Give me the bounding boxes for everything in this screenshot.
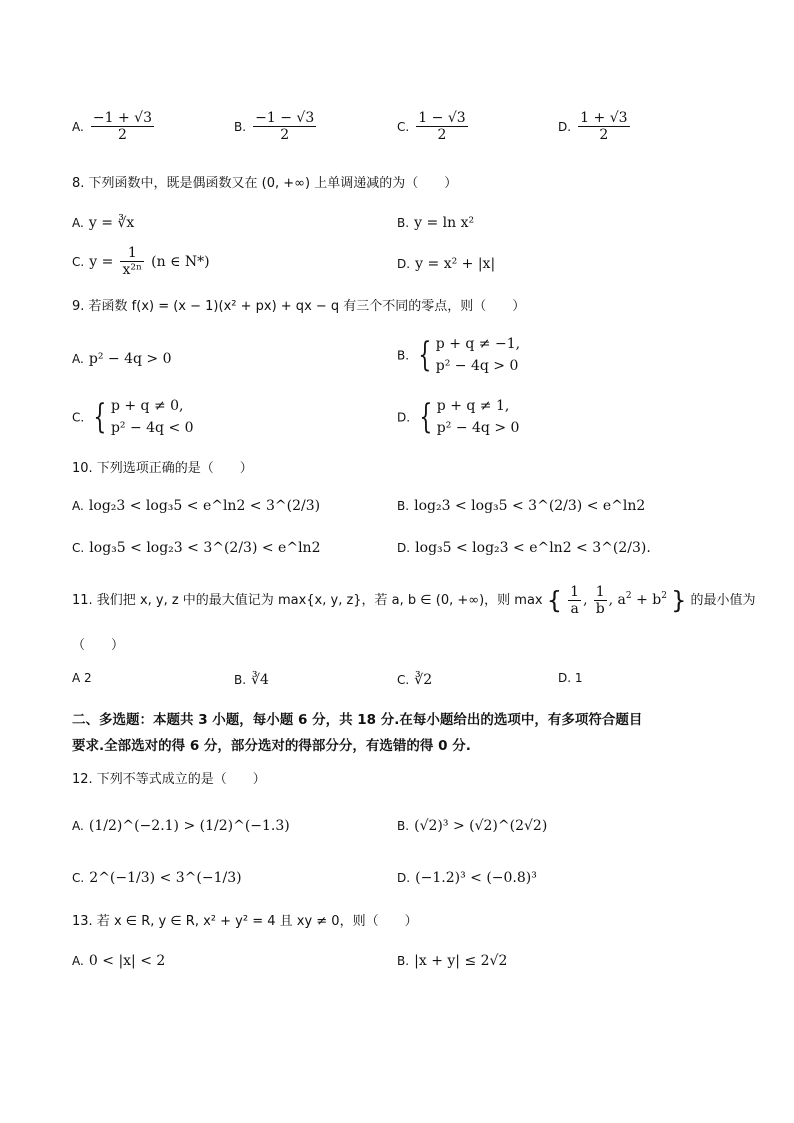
fraction: $\frac{-1 + √3}{2}$ [92, 110, 153, 143]
section-heading-line2: 要求.全部选对的得 6 分，部分选对的得部分分，有选错的得 0 分. [72, 738, 471, 754]
brace: { [93, 397, 107, 437]
q11-paren: （ ） [72, 638, 125, 653]
q8-option-b: B. y = ln x² [397, 215, 475, 231]
system: p + q ≠ 1, p² − 4q > 0 [436, 398, 520, 436]
q7-option-b [234, 110, 318, 143]
q8-option-a: A. y = ∛x [72, 215, 135, 231]
q13-stem: 13. 若 x ∈ R, y ∈ R, x² + y² = 4 且 xy ≠ 0，则（ ） [72, 914, 418, 929]
q10-option-c: C. log₃5 < log₂3 < 3^(2/3) < e^ln2 [72, 540, 321, 556]
option-label: B. [234, 120, 247, 134]
brace: { [419, 397, 433, 437]
q12-option-a: A. (1/2)^(−2.1) > (1/2)^(−1.3) [72, 818, 290, 834]
q11-option-b: B. ∛4 [234, 672, 269, 688]
fraction: $\frac{1}{\text{x²ⁿ}}$ [122, 245, 143, 278]
q10-option-a: A. log₂3 < log₃5 < e^ln2 < 3^(2/3) [72, 498, 321, 514]
brace-close: } [671, 586, 687, 615]
q7-option-a [72, 110, 156, 143]
q8-option-d: D. y = x² + |x| [397, 256, 496, 272]
fraction: $\frac{1 + √3}{2}$ [580, 110, 628, 143]
brace: { [418, 335, 432, 375]
q8-stem: 8. 下列函数中，既是偶函数又在 (0, +∞) 上单调递减的为（ ） [72, 176, 458, 191]
q12-option-c: C. 2^(−1/3) < 3^(−1/3) [72, 870, 242, 886]
q9-stem: 9. 若函数 f(x) = (x − 1)(x² + px) + qx − q 有三个不同的零点，则（ ） [72, 299, 526, 314]
q11-option-a: A 2 [72, 671, 92, 685]
q9-option-a: A. p² − 4q > 0 [72, 351, 172, 367]
option-label: C. [397, 120, 410, 134]
q10-stem: 10. 下列选项正确的是（ ） [72, 461, 253, 476]
q12-option-d: D. (−1.2)³ < (−0.8)³ [397, 870, 537, 886]
q13-option-b: B. |x + y| ≤ 2√2 [397, 953, 508, 969]
system: p + q ≠ −1, p² − 4q > 0 [435, 336, 521, 374]
q10-option-d: D. log₃5 < log₂3 < e^ln2 < 3^(2/3). [397, 540, 651, 556]
q7-option-c [397, 110, 470, 143]
option-label: D. [558, 120, 572, 134]
q9-option-b: B. { p + q ≠ −1, p² − 4q > 0 [397, 335, 521, 375]
q13-option-a: A. 0 < |x| < 2 [72, 953, 166, 969]
q10-option-b: B. log₂3 < log₃5 < 3^(2/3) < e^ln2 [397, 498, 646, 514]
fraction: $\frac{1}{a}$ [570, 584, 580, 617]
q11-stem: 11. 我们把 x, y, z 中的最大值记为 max{x, y, z}，若 a, b ∈ (0, +∞)，则 max { $\frac{1}{a}$ , $\frac{1}{b}$ , $a^2 + b^2$ } 的最小值为 [72, 584, 756, 617]
q7-option-d [558, 110, 632, 143]
section-heading-line1: 二、多选题：本题共 3 小题，每小题 6 分，共 18 分.在每小题给出的选项中，有多项符合题目 [72, 712, 643, 728]
q12-option-b: B. (√2)³ > (√2)^(2√2) [397, 818, 548, 834]
option-label: A. [72, 120, 84, 134]
fraction: $\frac{1 - √3}{2}$ [418, 110, 466, 143]
q8-option-c: C. y = $\frac{1}{\text{x²ⁿ}}$ (n ∈ N*) [72, 245, 210, 278]
system: p + q ≠ 0, p² − 4q < 0 [110, 398, 194, 436]
brace-open: { [546, 586, 563, 615]
q11-option-c: C. ∛2 [397, 672, 433, 688]
q9-option-d: D. { p + q ≠ 1, p² − 4q > 0 [397, 397, 520, 437]
q9-option-c: C. { p + q ≠ 0, p² − 4q < 0 [72, 397, 194, 437]
q11-option-d: D. 1 [558, 671, 583, 685]
fraction: $\frac{-1 - √3}{2}$ [255, 110, 315, 143]
fraction: $\frac{1}{b}$ [595, 584, 605, 617]
q12-stem: 12. 下列不等式成立的是（ ） [72, 772, 266, 787]
